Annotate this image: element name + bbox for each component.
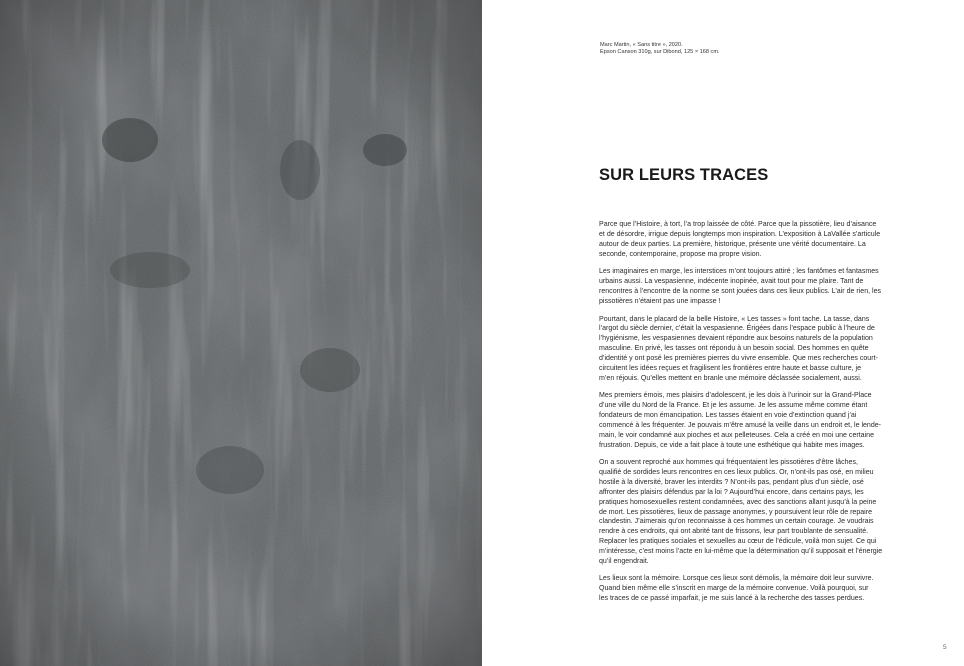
paragraph bbox=[599, 574, 925, 604]
paragraph bbox=[599, 315, 925, 384]
caption-line: Epson Canson 310g, sur Dibond, 125 × 168 cm. bbox=[600, 49, 720, 56]
text-line: m’intéresse, c’est moins l’acte en lui-même que la détermination qu’il supposait et l’énergie bbox=[599, 547, 883, 555]
text-line: Les imaginaires en marge, les interstices m’ont toujours attiré ; les fantômes et fantasmes bbox=[599, 268, 879, 276]
text-line: d’une ville du Nord de la France. Et je les assume. Je les assume même comme étant bbox=[599, 402, 868, 410]
text-line: circuitent les idées reçues et fragilisent les frontières entre haute et basse culture, je bbox=[599, 364, 862, 372]
text-line: Replacer les pratiques sociales et sexuelles au cœur de l’édicule, voilà mon sujet. Ce qui bbox=[599, 538, 877, 546]
paragraph bbox=[599, 220, 925, 259]
text-line: les traces de ce passé imparfait, je me suis lancé à la recherche des tasses perdues. bbox=[599, 595, 865, 603]
text-line: de mort. Les pissotières, lieux de passage anonymes, y poursuivent leur rôle de repaire bbox=[599, 508, 873, 516]
text-line: urbains aussi. La vespasienne, indécente inopinée, avait tout pour me plaire. Tant de bbox=[599, 278, 864, 286]
text-line: autour de deux parties. La première, historique, présente une vérité documentaire. La bbox=[599, 240, 866, 248]
text-line: masculine. En privé, les tasses ont répondu à un besoin social. Des hommes en quête bbox=[599, 345, 869, 353]
text-line: frustration. Depuis, ce vide a fait place à toute une esthétique qui habite mes images. bbox=[599, 441, 865, 449]
text-line: main, le voir condamné aux pioches et aux pelleteuses. Cela a créé en moi une certaine bbox=[599, 431, 874, 439]
text-line: m’en réjouis. Qu’elles mettent en branle une mémoire déclassée socialement, aussi. bbox=[599, 374, 862, 382]
text-line: Les lieux sont la mémoire. Lorsque ces lieux sont démolis, la mémoire doit leur survivre. bbox=[599, 575, 874, 583]
text-line: clandestin. J’aimerais qu’on reconnaisse à ces hommes un certain courage. Je voudrais bbox=[599, 518, 874, 526]
text-line: Pourtant, dans le placard de la belle Histoire, « Les tasses » font tache. La tasse, dans bbox=[599, 315, 870, 323]
text-line: et de désordre, irrigue depuis longtemps mon inspiration. L’exposition à LaVallée s’articule bbox=[599, 230, 881, 238]
text-line: hostile à la diversité, braver les interdits ? N’ont-ils pas, pendant plus d’un siècle, osé bbox=[599, 478, 864, 486]
text-line: rendre à ces endroits, qui ont abrité tant de frissons, leur part troublante de sensualité. bbox=[599, 528, 869, 536]
caption-line: Marc Martin, « Sans titre », 2020. bbox=[600, 42, 683, 48]
text-page bbox=[482, 0, 964, 666]
text-line: l’argot du siècle dernier, c’était la vespasienne. Érigées dans l’espace public à l’heure de bbox=[599, 325, 875, 333]
text-line: pratiques homosexuelles restent condamnées, avec des sanctions allant jusqu’à la peine bbox=[599, 498, 877, 506]
text-line: Parce que l’Histoire, à tort, l’a trop laissée de côté. Parce que la pissotière, lieu d’aisance bbox=[599, 221, 877, 228]
text-line: Quand bien même elle s’inscrit en marge de la mémoire convenue. Voilà pourquoi, sur bbox=[599, 585, 869, 593]
text-line: rencontres à l’encontre de la norme se sont jouées dans ces lieux publics. L’air de rien, les bbox=[599, 287, 882, 295]
text-line: commencé à les fréquenter. Je pouvais m’être amusé la veille dans un endroit et, le lende- bbox=[599, 421, 882, 429]
text-line: seconde, contemporaine, propose ma propre vision. bbox=[599, 250, 762, 258]
text-line: On a souvent reproché aux hommes qui fréquentaient les pissotières d’être lâches, bbox=[599, 459, 858, 467]
paragraph bbox=[599, 267, 925, 306]
text-line: l’hygiénisme, les vespasiennes devaient répondre aux besoins naturels de la population bbox=[599, 335, 873, 343]
text-line: qu’il engendrait. bbox=[599, 557, 649, 565]
text-line: Mes premiers émois, mes plaisirs d’adolescent, je les dois à l’urinoir sur la Grand-Place bbox=[599, 392, 872, 400]
paragraph bbox=[599, 391, 925, 450]
article-body bbox=[599, 220, 925, 612]
text-line: affronter des plaisirs défendus par la loi ? Aujourd’hui encore, dans certains pays, les bbox=[599, 488, 864, 496]
image-caption bbox=[600, 42, 720, 56]
page-number: 5 bbox=[943, 644, 947, 651]
paragraph bbox=[599, 458, 925, 566]
text-line: d’identité y ont posé les premières pierres du vivre ensemble. Que mes recherches court- bbox=[599, 354, 878, 362]
text-line: qualifié de sordides leurs rencontres en ces lieux publics. Or, n’ont-ils pas osé, en milieu bbox=[599, 469, 874, 477]
text-line: pissotières n’étaient pas une impasse ! bbox=[599, 297, 721, 305]
article-title: SUR LEURS TRACES bbox=[599, 166, 769, 184]
text-line: fondateurs de mon émancipation. Les tasses étaient en voie d’extinction quand j’ai bbox=[599, 412, 857, 420]
